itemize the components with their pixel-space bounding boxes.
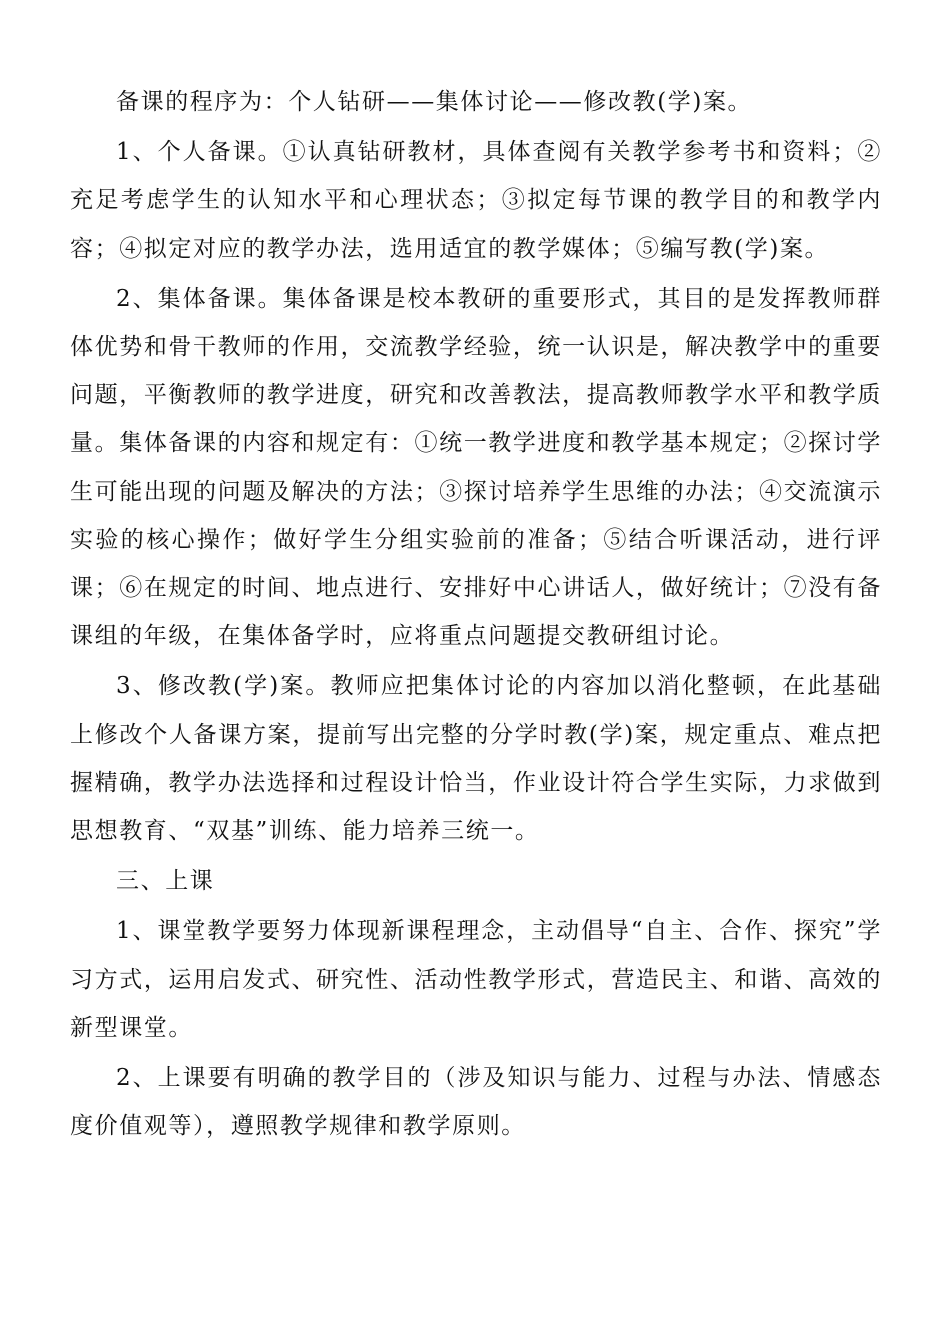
paragraph-class-objectives: 2、上课要有明确的教学目的（涉及知识与能力、过程与办法、情感态度价值观等），遵照教学规律和教学原则。 <box>70 1065 882 1140</box>
paragraph-prep-procedure: 备课的程序为：个人钻研——集体讨论——修改教(学)案。 <box>116 89 753 115</box>
section-heading-class: 三、上课 <box>116 868 215 895</box>
paragraph-revise-plan: 3、修改教(学)案。教师应把集体讨论的内容加以消化整顿，在此基础上修改个人备课方案，提前写出完整的分学时教(学)案，规定重点、难点把握精确，教学办法选择和过程设计恰当，作业设计符合学生实际，力求做到思想教育、“双基”训练、能力培养三统一。 <box>70 673 882 845</box>
paragraph-individual-prep: 1、个人备课。①认真钻研教材，具体查阅有关教学参考书和资料；②充足考虑学生的认知水平和心理状态；③拟定每节课的教学目的和教学内容；④拟定对应的教学办法，选用适宜的教学媒体；⑤编写教(学)案。 <box>70 139 882 262</box>
document-page <box>70 78 882 1152</box>
paragraph-collective-prep: 2、集体备课。集体备课是校本教研的重要形式，其目的是发挥教师群体优势和骨干教师的作用，交流教学经验，统一认识是，解决教学中的重要问题，平衡教师的教学进度，研究和改善教法，提高教师教学水平和教学质量。集体备课的内容和规定有：①统一教学进度和教学基本规定；②探讨学生可能出现的问题及解决的方法；③探讨培养学生思维的办法；④交流演示实验的核心操作；做好学生分组实验前的准备；⑤结合听课活动，进行评课；⑥在规定的时间、地点进行、安排好中心讲话人，做好统计；⑦没有备课组的年级，在集体备学时，应将重点问题提交教研组讨论。 <box>70 285 882 650</box>
paragraph-class-concept: 1、课堂教学要努力体现新课程理念，主动倡导“自主、合作、探究”学习方式，运用启发式、研究性、活动性教学形式，营造民主、和谐、高效的新型课堂。 <box>70 918 882 1041</box>
